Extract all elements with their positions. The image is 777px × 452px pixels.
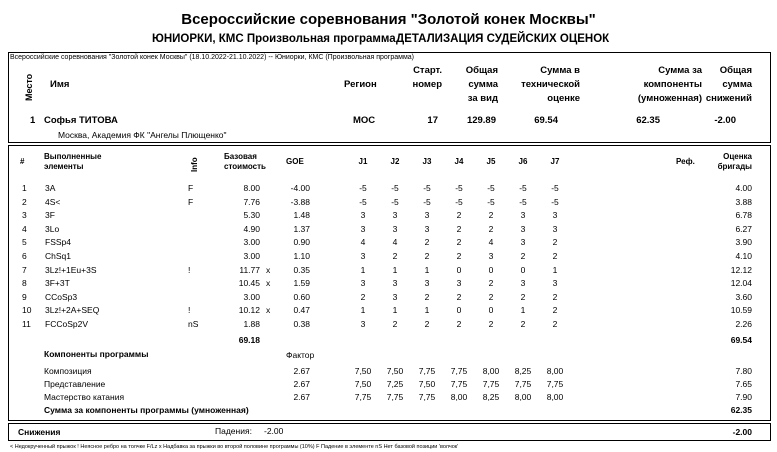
element-number: 4 <box>22 223 27 234</box>
component-judge-4: 7,75 <box>450 366 468 376</box>
element-score: 12.04 <box>730 278 752 289</box>
pcs-total: 62.35 <box>730 405 752 415</box>
element-judge-7: 3 <box>552 210 558 221</box>
element-judge-5: 2 <box>488 223 494 234</box>
frame-left <box>8 52 9 142</box>
element-base-value: 5.30 <box>243 210 260 221</box>
component-judge-1: 7,50 <box>354 379 372 390</box>
element-judge-4: 2 <box>456 319 462 329</box>
deductions-header: Общая сумма снижений <box>705 65 752 104</box>
component-judge-3: 7,75 <box>418 392 436 403</box>
judge-header-3: J3 <box>422 157 432 166</box>
element-code: 3A <box>45 183 56 193</box>
element-score: 6.27 <box>735 223 752 234</box>
element-judge-1: 3 <box>360 251 366 261</box>
score-header: Оценка бригады <box>717 152 752 171</box>
element-judge-3: -5 <box>423 183 431 193</box>
element-judge-7: 2 <box>552 319 558 329</box>
frame-divider <box>8 142 771 143</box>
element-judge-4: 2 <box>456 223 462 234</box>
element-code: 4S< <box>45 196 61 207</box>
component-judge-2: 7,50 <box>386 366 404 376</box>
deductions-frame-bottom <box>8 440 771 441</box>
judge-header-4: J4 <box>454 157 464 166</box>
element-judge-3: 2 <box>424 319 430 329</box>
element-judge-5: -5 <box>487 196 495 207</box>
component-name: Композиция <box>44 366 92 376</box>
component-judge-2: 7,25 <box>386 379 404 390</box>
element-number: 10 <box>22 305 32 316</box>
element-judge-5: 2 <box>488 319 494 329</box>
skater-deductions: -2.00 <box>714 115 736 126</box>
component-judge-7: 8,00 <box>546 366 564 376</box>
component-judge-6: 8,00 <box>514 392 532 403</box>
element-code: 3Lo <box>45 223 60 234</box>
element-judge-3: 2 <box>424 251 430 261</box>
element-base-value: 3.00 <box>243 291 260 302</box>
element-judge-2: 2 <box>392 251 398 261</box>
deductions-label: Снижения <box>18 427 61 437</box>
element-judge-7: -5 <box>551 183 559 193</box>
element-code: 3F+3T <box>45 278 70 289</box>
component-score: 7.90 <box>735 392 752 403</box>
element-info: ! <box>188 305 191 316</box>
element-judge-6: 3 <box>520 223 526 234</box>
page-title: Всероссийские соревнования "Золотой конек Москвы" <box>181 11 596 28</box>
judge-header-5: J5 <box>486 157 496 166</box>
element-base-value: 3.00 <box>243 237 260 248</box>
element-judge-2: 2 <box>392 319 398 329</box>
skater-place: 1 <box>30 115 36 126</box>
element-goe: -3.88 <box>290 196 310 207</box>
element-judge-5: 0 <box>488 305 494 316</box>
element-judge-7: 1 <box>552 264 558 275</box>
falls-value: -2.00 <box>264 426 284 436</box>
element-judge-7: 2 <box>552 291 558 302</box>
element-judge-6: 3 <box>520 237 526 248</box>
component-factor: 2.67 <box>293 366 310 376</box>
component-judge-4: 8,00 <box>450 392 468 403</box>
element-judge-3: 3 <box>424 223 430 234</box>
element-judge-2: -5 <box>391 183 399 193</box>
element-base-value: 1.88 <box>243 319 260 329</box>
skater-region: МОС <box>353 115 376 126</box>
element-base-value: 4.90 <box>243 223 260 234</box>
deductions-frame-right <box>770 423 771 440</box>
deductions-total: -2.00 <box>732 427 752 437</box>
element-bonus-mark: x <box>266 278 271 289</box>
component-judge-7: 8,00 <box>546 392 564 403</box>
element-goe: 1.48 <box>293 210 310 221</box>
judge-header-2: J2 <box>390 157 400 166</box>
component-judge-5: 7,75 <box>482 379 500 390</box>
element-judge-1: -5 <box>359 196 367 207</box>
element-judge-3: 3 <box>424 278 430 289</box>
component-factor: 2.67 <box>293 379 310 390</box>
element-judge-3: 2 <box>424 237 430 248</box>
skater-start-number: 17 <box>427 115 438 126</box>
element-judge-7: 2 <box>552 251 558 261</box>
element-judge-3: 3 <box>424 210 430 221</box>
element-number: 9 <box>22 291 27 302</box>
legend: < Недокрученный прыжок ! Неясное ребро на толчке F/Lz x Надбавка за прыжки во второй половине программы (10%) F Падение в элементе nS Нет базовой позиции 'волчок' <box>10 444 459 450</box>
judge-header-7: J7 <box>550 157 560 166</box>
element-judge-3: 1 <box>424 305 430 316</box>
element-judge-6: 2 <box>520 251 526 261</box>
element-judge-2: 3 <box>392 278 398 289</box>
element-number: 11 <box>22 319 31 329</box>
element-judge-7: -5 <box>551 196 559 207</box>
element-judge-1: 4 <box>360 237 366 248</box>
pcs-header: Сумма за компоненты (умноженная) <box>637 65 702 104</box>
element-score: 3.60 <box>735 291 752 302</box>
start-number-header: Старт. номер <box>412 65 442 90</box>
element-score: 3.88 <box>735 196 752 207</box>
place-header: Место <box>24 73 34 101</box>
skater-club: Москва, Академия ФК "Ангелы Плющенко" <box>58 130 227 140</box>
component-judge-5: 8,25 <box>482 392 500 403</box>
element-judge-6: 3 <box>520 210 526 221</box>
element-base-value: 11.77 <box>239 264 260 275</box>
event-line: Всероссийские соревнования "Золотой конек Москвы" (18.10.2022-21.10.2022) -- Юниорки, КМС (Произвольная программа) <box>10 54 414 61</box>
element-judge-4: 2 <box>456 251 462 261</box>
element-judge-1: 3 <box>360 278 366 289</box>
element-judge-5: 2 <box>488 278 494 289</box>
frame-right <box>770 52 771 142</box>
component-judge-3: 7,50 <box>418 379 436 390</box>
element-code: FSSp4 <box>45 237 71 248</box>
element-judge-6: 3 <box>520 278 526 289</box>
element-judge-5: 2 <box>488 210 494 221</box>
element-score: 6.78 <box>735 210 752 221</box>
element-number: 7 <box>22 264 27 275</box>
base-total: 69.18 <box>238 335 260 345</box>
element-code: CCoSp3 <box>45 291 78 302</box>
skater-total: 129.89 <box>466 115 496 126</box>
elements-frame-bottom <box>8 420 771 421</box>
element-number: 1 <box>22 183 27 193</box>
element-judge-6: -5 <box>519 196 527 207</box>
element-code: ChSq1 <box>45 251 71 261</box>
element-judge-3: 2 <box>424 291 430 302</box>
element-info: nS <box>188 319 199 329</box>
element-judge-6: 1 <box>520 305 526 316</box>
element-judge-1: 1 <box>360 305 366 316</box>
base-value-header: Базовая стоимость <box>224 152 266 171</box>
element-score: 12.12 <box>730 264 752 275</box>
element-judge-4: 2 <box>456 237 462 248</box>
element-bonus-mark: x <box>266 264 271 275</box>
element-base-value: 3.00 <box>243 251 260 261</box>
element-code: FCCoSp2V <box>45 319 88 329</box>
element-judge-4: 2 <box>456 210 462 221</box>
element-goe: -4.00 <box>290 183 310 193</box>
judge-header-1: J1 <box>358 157 368 166</box>
element-judge-1: 3 <box>360 319 366 329</box>
element-base-value: 7.76 <box>243 196 260 207</box>
element-judge-5: 4 <box>488 237 494 248</box>
element-judge-7: 3 <box>552 223 558 234</box>
element-info: F <box>188 196 194 207</box>
element-goe: 1.10 <box>293 251 310 261</box>
element-score: 10.59 <box>730 305 752 316</box>
element-base-value: 8.00 <box>243 183 260 193</box>
element-judge-7: 2 <box>552 305 558 316</box>
elements-header: Выполненные элементы <box>44 152 102 171</box>
element-judge-2: 3 <box>392 291 398 302</box>
skater-pcs: 62.35 <box>636 115 660 126</box>
element-base-value: 10.12 <box>238 305 260 316</box>
element-number: 5 <box>22 237 27 248</box>
element-judge-7: 3 <box>552 278 558 289</box>
element-judge-1: 3 <box>360 223 366 234</box>
element-judge-3: 1 <box>424 264 430 275</box>
frame-top <box>8 52 771 53</box>
component-name: Мастерство катания <box>44 392 125 403</box>
skater-name: Софья ТИТОВА <box>44 115 118 126</box>
element-code: 3Lz!+1Eu+3S <box>45 264 97 275</box>
component-judge-1: 7,50 <box>354 366 372 376</box>
element-number: 2 <box>22 196 27 207</box>
components-title: Компоненты программы <box>44 349 149 359</box>
component-judge-6: 8,25 <box>514 366 532 376</box>
component-judge-3: 7,75 <box>418 366 436 376</box>
skater-tes: 69.54 <box>534 115 558 126</box>
pcs-total-label: Сумма за компоненты программы (умноженная) <box>44 405 249 415</box>
component-judge-6: 7,75 <box>514 379 532 390</box>
element-judge-5: -5 <box>487 183 495 193</box>
element-goe: 0.90 <box>293 237 310 248</box>
element-code: 3Lz!+2A+SEQ <box>45 305 100 316</box>
element-judge-5: 0 <box>488 264 494 275</box>
component-judge-5: 8,00 <box>482 366 500 376</box>
element-judge-4: 3 <box>456 278 462 289</box>
element-judge-5: 3 <box>488 251 494 261</box>
total-score-header: Общая сумма за вид <box>465 65 498 104</box>
element-info: ! <box>188 264 191 275</box>
element-score: 3.90 <box>735 237 752 248</box>
element-judge-2: -5 <box>391 196 399 207</box>
element-judge-2: 1 <box>392 305 398 316</box>
element-goe: 1.59 <box>293 278 310 289</box>
element-score: 4.00 <box>735 183 752 193</box>
element-goe: 0.38 <box>293 319 310 329</box>
element-judge-4: 2 <box>456 291 462 302</box>
element-judge-2: 3 <box>392 210 398 221</box>
elements-frame-left <box>8 145 9 420</box>
info-header: Info <box>190 157 199 172</box>
element-judge-4: -5 <box>455 183 463 193</box>
component-judge-7: 7,75 <box>546 379 564 390</box>
component-name: Представление <box>44 379 106 390</box>
goe-header: GOE <box>286 157 304 166</box>
element-info: F <box>188 183 194 193</box>
element-judge-1: -5 <box>359 183 367 193</box>
component-judge-2: 7,75 <box>386 392 404 403</box>
element-goe: 1.37 <box>293 223 310 234</box>
element-judge-1: 1 <box>360 264 366 275</box>
region-header: Регион <box>344 79 377 90</box>
component-judge-4: 7,75 <box>450 379 468 390</box>
element-judge-3: -5 <box>423 196 431 207</box>
element-judge-4: 0 <box>456 264 462 275</box>
deductions-frame-left <box>8 423 9 440</box>
component-judge-1: 7,75 <box>354 392 372 403</box>
elements-num-header: # <box>20 157 25 166</box>
name-header: Имя <box>50 79 70 90</box>
element-judge-6: -5 <box>519 183 527 193</box>
ref-header: Реф. <box>676 157 695 166</box>
element-goe: 0.35 <box>293 264 310 275</box>
element-number: 6 <box>22 251 27 261</box>
element-code: 3F <box>45 210 55 221</box>
element-judge-2: 1 <box>392 264 398 275</box>
element-bonus-mark: x <box>266 305 271 316</box>
element-judge-6: 0 <box>520 264 526 275</box>
judge-header-6: J6 <box>518 157 528 166</box>
falls-label: Падения: <box>215 426 252 436</box>
elements-frame-right <box>770 145 771 420</box>
element-judge-6: 2 <box>520 291 526 302</box>
program-subtitle: ЮНИОРКИ, КМС Произвольная программа <box>152 33 396 45</box>
element-goe: 0.60 <box>293 291 310 302</box>
element-judge-5: 2 <box>488 291 494 302</box>
element-judge-2: 4 <box>392 237 398 248</box>
element-judge-1: 2 <box>360 291 366 302</box>
tes-header: Сумма в технической оценке <box>521 65 580 104</box>
element-number: 3 <box>22 210 27 221</box>
element-score: 2.26 <box>735 319 752 329</box>
elements-frame-top <box>8 145 771 146</box>
element-goe: 0.47 <box>293 305 310 316</box>
deductions-frame-top <box>8 423 771 424</box>
element-judge-1: 3 <box>360 210 366 221</box>
element-judge-7: 2 <box>552 237 558 248</box>
element-judge-6: 2 <box>520 319 526 329</box>
factor-label: Фактор <box>286 350 315 360</box>
element-base-value: 10.45 <box>238 278 260 289</box>
component-score: 7.80 <box>735 366 752 376</box>
report-subtitle: ДЕТАЛИЗАЦИЯ СУДЕЙСКИХ ОЦЕНОК <box>396 33 610 45</box>
element-judge-4: 0 <box>456 305 462 316</box>
element-number: 8 <box>22 278 27 289</box>
element-judge-4: -5 <box>455 196 463 207</box>
tes-total: 69.54 <box>730 335 752 345</box>
element-judge-2: 3 <box>392 223 398 234</box>
element-score: 4.10 <box>735 251 752 261</box>
component-score: 7.65 <box>735 379 752 390</box>
component-factor: 2.67 <box>293 392 310 403</box>
